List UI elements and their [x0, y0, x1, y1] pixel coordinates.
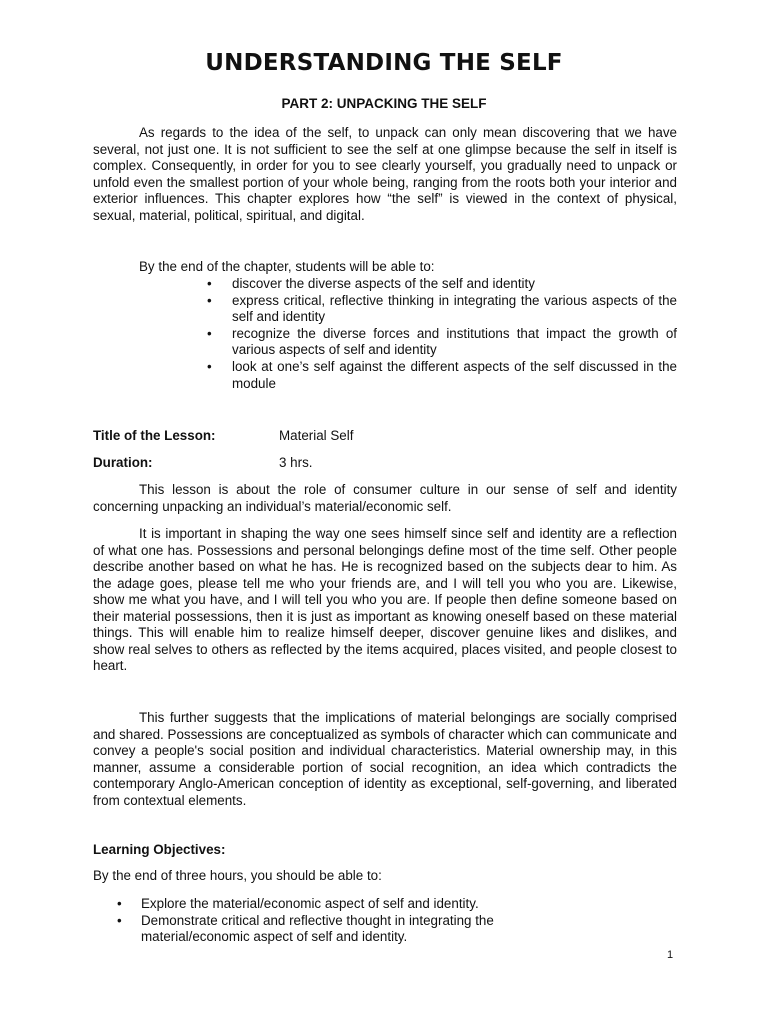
lesson-paragraph-3: This further suggests that the implications of material belongings are socially comprised and shared. Possessions are conceptualized as symbols of character which can communicate and convey a people's social position and individual characteristics. Material ownership may, in this manner, assume a considerable portion of social recognition, an idea which contradicts the contemporary Anglo-American conception of identity as exceptional, self-governing, and liberated from contextual elements.: [93, 710, 677, 808]
learning-objectives-heading: Learning Objectives:: [93, 842, 226, 857]
intro-paragraph: As regards to the idea of the self, to unpack can only mean discovering that we have several, not just one. It is not sufficient to see the self at one glimpse because the self in itself is complex. Consequently, in order for you to see clearly yourself, you gradually need to unpack or unfold even the smallest portion of your whole being, ranging from the roots both your interior and exterior influences. This chapter explores how “the self” is viewed in the context of physical, sexual, material, political, spiritual, and digital.: [93, 125, 677, 223]
duration-label: Duration:: [93, 455, 153, 470]
lesson-title-value: Material Self: [279, 428, 354, 443]
learning-objectives-intro: By the end of three hours, you should be able to:: [93, 868, 382, 883]
page-number: 1: [667, 949, 674, 961]
learning-objectives-list: [115, 896, 585, 946]
list-item: • look at one’s self against the different aspects of the self discussed in the module: [204, 359, 677, 392]
lesson-paragraph-1: This lesson is about the role of consumer culture in our sense of self and identity concerning unpacking an individual’s material/economic self.: [93, 482, 677, 514]
document-title: UNDERSTANDING THE SELF: [205, 50, 563, 76]
list-item: • Explore the material/economic aspect of self and identity.: [115, 896, 585, 913]
chapter-objectives-intro: By the end of the chapter, students will be able to:: [139, 259, 435, 274]
duration-value: 3 hrs.: [279, 455, 313, 470]
list-item: • recognize the diverse forces and institutions that impact the growth of various aspects of self and identity: [204, 326, 677, 359]
lesson-paragraph-2: It is important in shaping the way one sees himself since self and identity are a reflection of what one has. Possessions and personal belongings define most of the time self. Other people describe another based on what he has. He is recognized based on the subjects dear to him. As the adage goes, please tell me who your friends are, and I will tell you who you are. Likewise, show me what you have, and I will tell you who you are. If people then define someone based on their material possessions, then it is just as important as knowing oneself based on these material things. This will enable him to realize himself deeper, discover genuine likes and dislikes, and show real selves to others as reflected by the items acquired, places visited, and people closest to heart.: [93, 526, 677, 673]
list-item: • express critical, reflective thinking in integrating the various aspects of the self and identity: [204, 293, 677, 326]
document-subtitle: PART 2: UNPACKING THE SELF: [281, 96, 487, 111]
list-item: • discover the diverse aspects of the self and identity: [204, 276, 677, 293]
list-item: • Demonstrate critical and reflective thought in integrating the material/economic aspect of self and identity.: [115, 913, 585, 946]
chapter-objectives-list: [204, 276, 677, 392]
lesson-title-label: Title of the Lesson:: [93, 428, 216, 443]
